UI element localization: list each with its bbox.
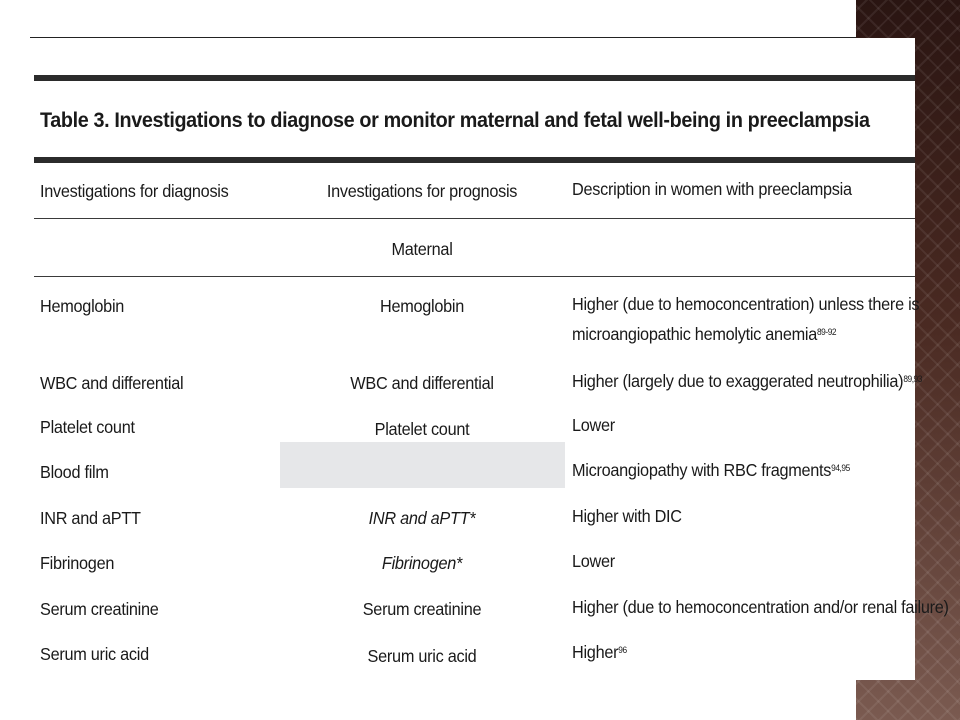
row-2-prognosis: WBC and differential xyxy=(350,373,494,393)
row-3-prognosis: Platelet count xyxy=(374,419,470,439)
header-description: Description in women with preeclampsia xyxy=(572,179,852,199)
row-3-diagnosis: Platelet count xyxy=(40,417,135,437)
section-rule xyxy=(34,276,915,277)
row-7-description: Higher (due to hemoconcentration and/or renal failure) xyxy=(572,597,949,617)
section-label-maternal: Maternal xyxy=(391,239,453,259)
row-1-diagnosis: Hemoglobin xyxy=(40,296,125,316)
header-diagnosis: Investigations for diagnosis xyxy=(40,181,229,201)
citation: 96 xyxy=(618,645,627,655)
row-1-description-line1: Higher (due to hemoconcentration) unless there is xyxy=(572,294,920,314)
row-1-description xyxy=(572,289,919,349)
blank-prognosis-cell xyxy=(280,442,565,488)
header-prognosis: Investigations for prognosis xyxy=(326,181,518,201)
slide-page xyxy=(34,38,949,680)
row-2-diagnosis: WBC and differential xyxy=(40,373,184,393)
row-6-description: Lower xyxy=(572,551,615,571)
citation: 89,93 xyxy=(903,374,922,384)
table-3 xyxy=(34,38,949,680)
row-8-description: Higher$^{96}$ xyxy=(572,642,627,662)
citation: 89-92 xyxy=(816,327,837,337)
row-3-description: Lower xyxy=(572,415,615,435)
row-7-diagnosis: Serum creatinine xyxy=(40,599,159,619)
row-7-prognosis: Serum creatinine xyxy=(362,599,482,619)
row-4-description: Microangiopathy with RBC fragments$^{94,95}$ xyxy=(572,460,850,480)
row-8-diagnosis: Serum uric acid xyxy=(40,644,149,664)
row-5-description: Higher with DIC xyxy=(572,506,682,526)
row-4-diagnosis: Blood film xyxy=(40,462,109,482)
row-2-description: Higher (largely due to exaggerated neutrophilia)$^{89,93}$ xyxy=(572,371,922,391)
row-8-prognosis: Serum uric acid xyxy=(367,646,477,666)
row-6-diagnosis: Fibrinogen xyxy=(40,553,115,573)
row-6-prognosis: Fibrinogen* xyxy=(381,553,463,573)
row-5-diagnosis: INR and aPTT xyxy=(40,508,141,528)
row-1-description-line2: microangiopathic hemolytic anemia$^{89-92}$ xyxy=(572,324,837,344)
row-5-prognosis: INR and aPTT* xyxy=(368,508,476,528)
header-rule xyxy=(34,218,915,219)
table-top-rule xyxy=(34,75,915,81)
citation: 94,95 xyxy=(831,463,850,473)
table-caption: Table 3. Investigations to diagnose or monitor maternal and fetal well-being in preeclampsia xyxy=(40,108,870,132)
caption-bottom-rule xyxy=(34,157,915,163)
row-1-prognosis: Hemoglobin xyxy=(379,296,465,316)
